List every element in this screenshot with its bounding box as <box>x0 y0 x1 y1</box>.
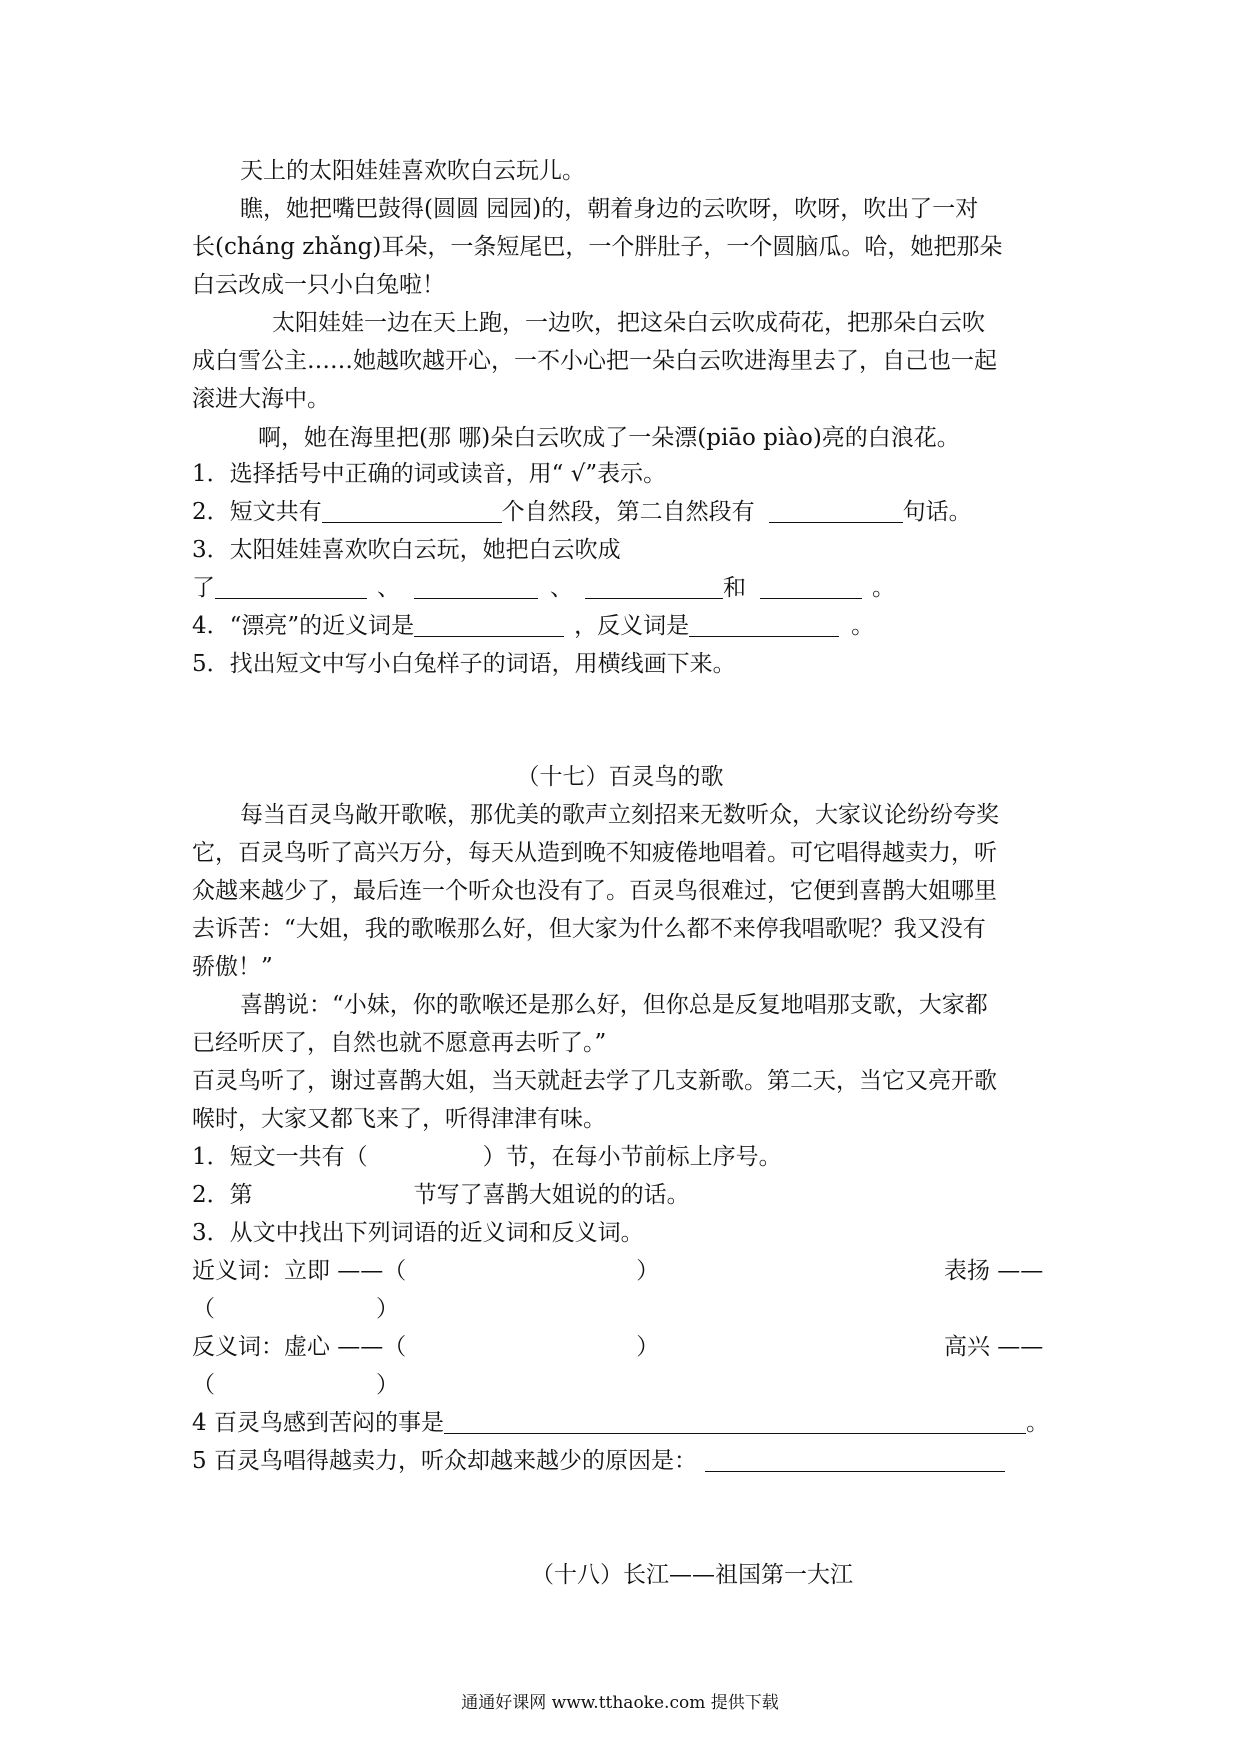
story17-question-1: 1．短文一共有（ ）节，在每小节前标上序号。 <box>192 1144 782 1170</box>
story16-question-5: 5．找出短文中写小白兔样子的词语，用横线画下来。 <box>192 651 736 677</box>
answer-blank[interactable] <box>705 1449 1005 1472</box>
story17-question-4 <box>192 1408 1052 1438</box>
answer-blank[interactable] <box>322 500 502 523</box>
antonym-row-cont: （ ） <box>192 1372 399 1398</box>
separator: 、 <box>550 575 573 601</box>
question-text: 。 <box>851 613 875 639</box>
question-text: 和 <box>723 575 746 601</box>
story17-p2-line1: 喜鹊说：“小妹，你的歌喉还是那么好，但你总是反复地唱那支歌，大家都 <box>240 992 988 1018</box>
question-text: 句话。 <box>902 499 972 525</box>
story16-p2-line1: 瞧，她把嘴巴鼓得(圆圆 园园)的，朝着身边的云吹呀，吹呀，吹出了一对 <box>240 196 979 222</box>
answer-blank[interactable] <box>769 500 903 523</box>
story17-question-2: 2．第 节写了喜鹊大姐说的的话。 <box>192 1182 690 1208</box>
answer-blank[interactable] <box>414 614 564 637</box>
story17-question-5 <box>192 1446 1052 1476</box>
story16-p2-line2: 长(cháng zhǎng)耳朵，一条短尾巴，一个胖肚子，一个圆脑瓜。哈，她把那朵 <box>192 234 1003 260</box>
story16-question-3-line2 <box>192 573 1052 603</box>
story16-question-4 <box>192 611 1052 641</box>
story17-p1-line5: 骄傲！” <box>192 954 273 980</box>
synonym-row-right: 表扬 —— <box>944 1258 1044 1284</box>
story17-p1-line2: 它，百灵鸟听了高兴万分，每天从造到晚不知疲倦地唱着。可它唱得越卖力，听 <box>192 840 997 866</box>
answer-blank[interactable] <box>414 576 538 599</box>
story16-question-3-line1: 3．太阳娃娃喜欢吹白云玩，她把白云吹成 <box>192 537 621 563</box>
story17-question-3: 3．从文中找出下列词语的近义词和反义词。 <box>192 1220 644 1246</box>
question-text: 。 <box>872 575 895 601</box>
answer-blank[interactable] <box>689 614 839 637</box>
story17-p3-line1: 百灵鸟听了，谢过喜鹊大姐，当天就赶去学了几支新歌。第二天，当它又亮开歌 <box>192 1068 997 1094</box>
answer-blank[interactable] <box>585 576 723 599</box>
story16-p2-line3: 白云改成一只小白兔啦！ <box>192 272 445 298</box>
question-text: ，反义词是 <box>574 613 690 639</box>
story17-p1-line1: 每当百灵鸟敞开歌喉，那优美的歌声立刻招来无数听众，大家议论纷纷夸奖 <box>240 802 999 828</box>
synonym-row: 近义词：立即 ——（ ） <box>192 1258 660 1284</box>
story16-p3-line3: 滚进大海中。 <box>192 386 330 412</box>
answer-blank[interactable] <box>760 576 862 599</box>
story16-p4: 啊，她在海里把(那 哪)朵白云吹成了一朵漂(piāo piào)亮的白浪花。 <box>258 425 960 451</box>
story17-p3-line2: 喉时，大家又都飞来了，听得津津有味。 <box>192 1106 606 1132</box>
question-text: 4 百灵鸟感到苦闷的事是 <box>192 1410 444 1436</box>
synonym-row-cont: （ ） <box>192 1296 399 1322</box>
story16-p3-line2: 成白雪公主……她越吹越开心，一不小心把一朵白云吹进海里去了，自己也一起 <box>192 348 997 374</box>
story16-p3-line1: 太阳娃娃一边在天上跑，一边吹，把这朵白云吹成荷花，把那朵白云吹 <box>272 310 985 336</box>
answer-blank[interactable] <box>444 1411 1026 1434</box>
story16-p1: 天上的太阳娃娃喜欢吹白云玩儿。 <box>240 158 585 184</box>
question-text: 个自然段，第二自然段有 <box>501 499 755 525</box>
page-footer: 通通好课网 www.tthaoke.com 提供下载 <box>461 1693 779 1713</box>
antonym-row-right: 高兴 —— <box>944 1334 1044 1360</box>
antonym-row: 反义词：虚心 ——（ ） <box>192 1334 660 1360</box>
story17-title: （十七）百灵鸟的歌 <box>516 764 724 790</box>
separator: 、 <box>377 575 400 601</box>
story18-title: （十八）长江——祖国第一大江 <box>531 1562 853 1588</box>
question-text: 2．短文共有 <box>192 499 322 525</box>
answer-blank[interactable] <box>215 576 367 599</box>
question-text: 。 <box>1025 1410 1049 1436</box>
story16-question-1: 1．选择括号中正确的词或读音，用“ √”表示。 <box>192 461 667 487</box>
story17-p1-line4: 去诉苦：“大姐，我的歌喉那么好，但大家为什么都不来停我唱歌呢？我又没有 <box>192 916 986 942</box>
story17-p1-line3: 众越来越少了，最后连一个听众也没有了。百灵鸟很难过，它便到喜鹊大姐哪里 <box>192 878 997 904</box>
question-text: 5 百灵鸟唱得越卖力，听众却越来越少的原因是： <box>192 1448 697 1474</box>
question-text: 4．“漂亮”的近义词是 <box>192 613 415 639</box>
question-text: 了 <box>192 575 215 601</box>
story16-question-2 <box>192 497 1052 527</box>
story17-p2-line2: 已经听厌了，自然也就不愿意再去听了。” <box>192 1030 607 1056</box>
